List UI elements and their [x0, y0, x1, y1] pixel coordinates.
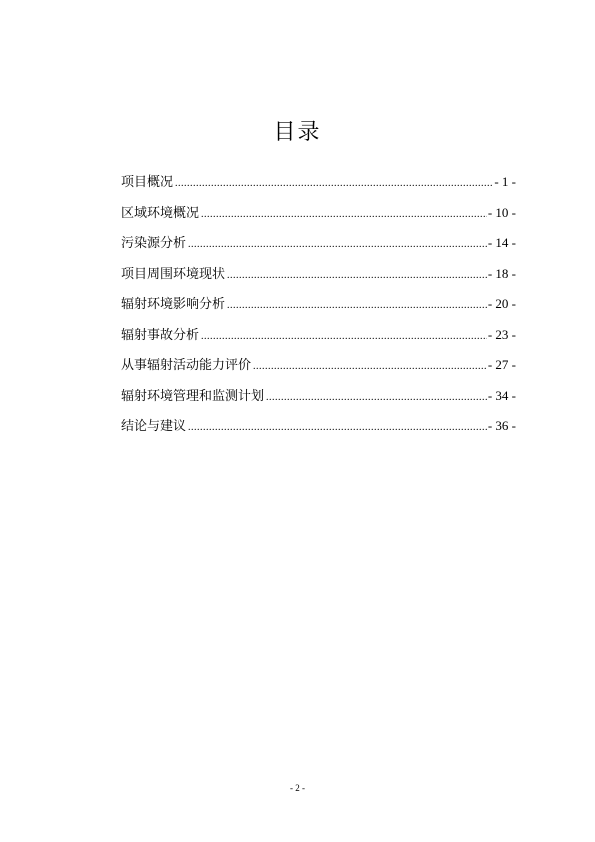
toc-leader-dots: [188, 235, 487, 255]
toc-entry-title: 结论与建议: [121, 419, 187, 434]
toc-entry-title: 辐射环境管理和监测计划: [121, 388, 265, 404]
toc-entry[interactable]: [121, 325, 516, 356]
toc-entry-title: 项目周围环境现状: [121, 266, 226, 282]
toc-entry[interactable]: [121, 233, 516, 264]
toc-list: [121, 172, 516, 447]
toc-entry-title: 区域环境概况: [121, 205, 200, 221]
toc-page-number: - 20 -: [487, 296, 516, 311]
toc-page-number: - 27 -: [487, 357, 516, 372]
toc-leader-dots: [188, 418, 487, 438]
page-number-footer: - 2 -: [290, 783, 305, 793]
toc-leader-dots: [227, 266, 487, 286]
toc-entry-title: 污染源分析: [121, 236, 187, 251]
toc-leader-dots: [266, 388, 487, 408]
toc-entry[interactable]: [121, 294, 516, 325]
toc-entry[interactable]: [121, 355, 516, 386]
toc-page-number: - 18 -: [487, 265, 516, 281]
toc-page-number: - 23 -: [487, 326, 516, 342]
toc-leader-dots: [253, 357, 487, 377]
toc-page-number: - 14 -: [487, 235, 516, 250]
toc-page-number: - 10 -: [487, 204, 516, 220]
toc-leader-dots: [201, 327, 487, 347]
toc-page-number: - 34 -: [487, 387, 516, 403]
toc-entry[interactable]: [121, 416, 516, 447]
toc-title: 目录: [273, 120, 322, 145]
toc-page-number: - 1 -: [494, 174, 516, 189]
toc-leader-dots: [175, 174, 493, 194]
toc-entry-title: 项目概况: [121, 175, 174, 190]
toc-page-number: - 36 -: [487, 418, 516, 433]
toc-entry[interactable]: [121, 264, 516, 295]
toc-leader-dots: [227, 296, 487, 316]
toc-entry-title: 辐射环境影响分析: [121, 297, 226, 312]
toc-entry-title: 从事辐射活动能力评价: [121, 358, 252, 373]
toc-leader-dots: [201, 205, 487, 225]
toc-entry-title: 辐射事故分析: [121, 327, 200, 343]
toc-entry[interactable]: [121, 203, 516, 234]
toc-entry[interactable]: [121, 386, 516, 417]
toc-entry[interactable]: [121, 172, 516, 203]
